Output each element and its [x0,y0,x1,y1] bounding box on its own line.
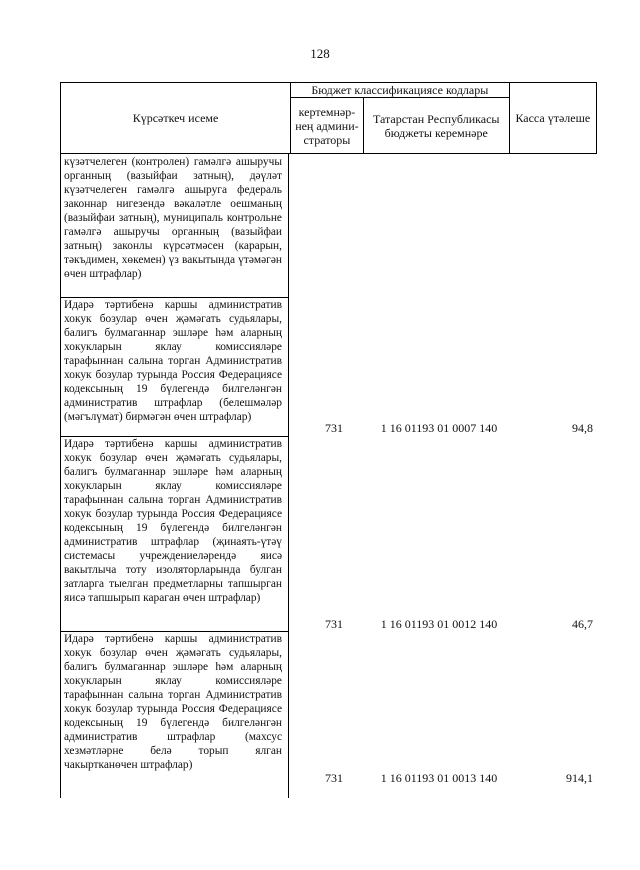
table-left-border [60,153,61,798]
table-column-divider [288,153,289,798]
table-row-amount: 94,8 [572,421,593,435]
header-administrator: кертемнәр-нең админи-страторы [291,98,364,154]
table-row-amount: 46,7 [572,617,593,631]
table-row-class-code: 1 16 01193 01 0013 140 [380,771,498,785]
table-row-admin-code: 731 [325,421,343,435]
table-row-text: Идарә тәртибенә каршы административ хокук бозулар өчен җәмәгать судьялары, балигъ булмаганнар эшләре һәм аларның хокукларын яклау комиссияләре тарафыннан салына торган Административ хокук бозулар турында Россия Федерациясе кодексының 19 бүлегендә билгеләнгән административ штрафлар (җинаять-үтәү системасы учреждениеләрендә яисә вакытлыча тоту изоляторларында булган затларга тыелган предметларны тапшырган яисә тапшырып караган өчен штрафлар) [64,438,282,604]
table-row-amount: 914,1 [566,771,593,785]
header-cash-execution: Касса үтәлеше [509,83,596,154]
table-row-admin-code: 731 [325,771,343,785]
header-budget-codes: Бюджет классификациясе кодлары [291,83,510,98]
table-row-text: Идарә тәртибенә каршы административ хокук бозулар өчен җәмәгать судьялары, балигъ булмаганнар эшләре һәм аларның хокукларын яклау комиссияләре тарафыннан салына торган Административ хокук бозулар турында Россия Федерациясе кодексының 19 бүлегендә билгеләнгән административ штрафлар (белешмәләр (мәгълүмат) бирмәгән өчен штрафлар) [64,299,282,423]
header-tatarstan-budget: Татарстан Республикасы бюджеты керемнәре [363,98,509,154]
table-row-text: күзәтчелеген (контролен) гамәлгә ашыручы органның (вазыйфаи затның), дәүләт күзәтчелеген гамәлгә ашыруга федераль законнар нигезендә вәкаләтле оешманың (вазыйфаи затның), муниципаль контрольне гамәлгә ашыручы органның (вазыйфаи затның) законлы күрсәтмәсен (карарын, тәкъдимен, хөкемен) үз вакытында үтәмәгән өчен штрафлар) [64,156,282,280]
table-row-admin-code: 731 [325,617,343,631]
table-row-class-code: 1 16 01193 01 0007 140 [380,421,498,435]
table-row-text: Идарә тәртибенә каршы административ хокук бозулар өчен җәмәгать судьялары, балигъ булмаганнар эшләре һәм аларның хокукларын яклау комиссияләре тарафыннан салына торган Административ хокук бозулар турында Россия Федерациясе кодексының 19 бүлегендә билгеләнгән административ штрафлар (махсус хезмәтләрне белә торып ялган чакыртканөчен штрафлар) [64,633,282,771]
table-row-class-code: 1 16 01193 01 0012 140 [380,617,498,631]
header-indicator-name: Күрсәткеч исеме [61,83,291,154]
page-number: 128 [310,46,330,61]
